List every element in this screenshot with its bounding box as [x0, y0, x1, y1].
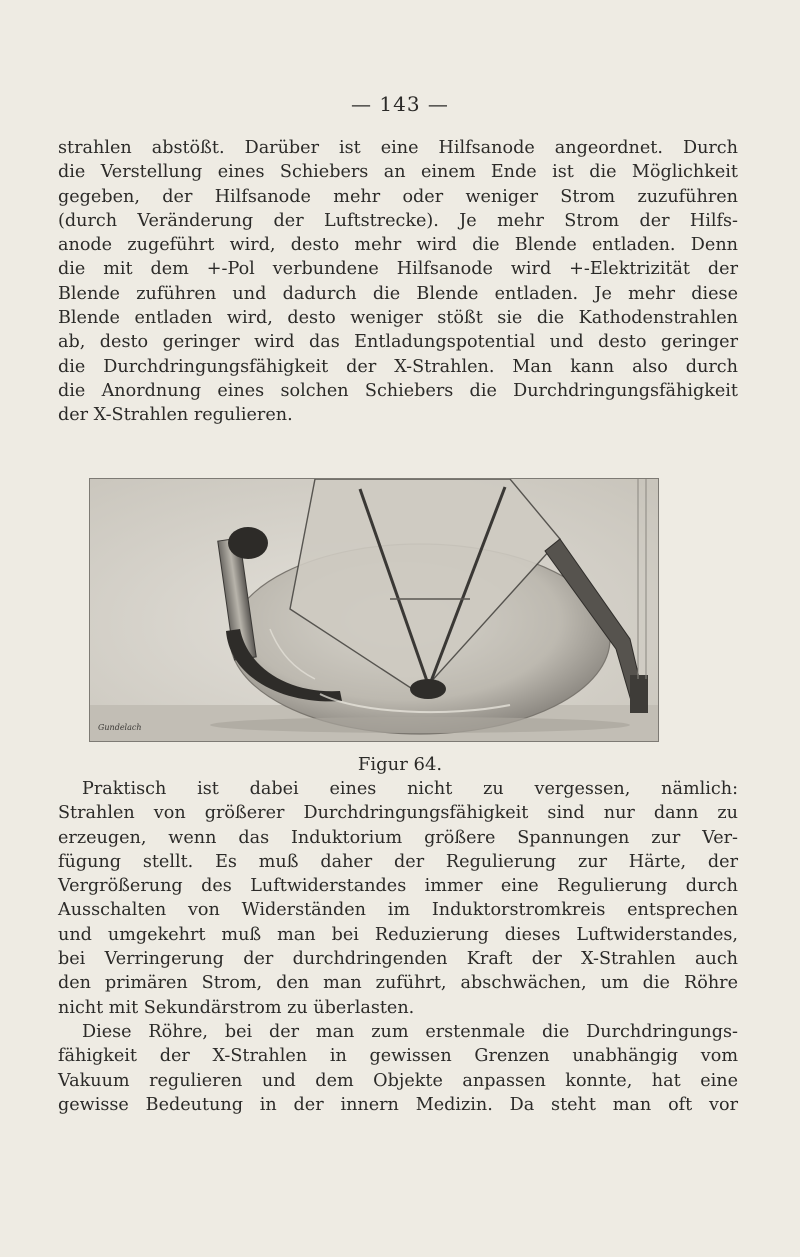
- text-line: fähigkeit der X-Strahlen in gewissen Grenzen unabhängig vom: [58, 1046, 738, 1067]
- x-ray-tube-illustration: [90, 479, 658, 741]
- text-line: (durch Veränderung der Luftstrecke). Je mehr Strom der Hilfs-: [58, 210, 738, 231]
- text-line: gegeben, der Hilfsanode mehr oder weniger Strom zuzuführen: [58, 186, 738, 207]
- text-line: fügung stellt. Es muß daher der Regulierung zur Härte, der: [58, 851, 738, 872]
- text-line: anode zugeführt wird, desto mehr wird die Blende entladen. Denn: [58, 235, 738, 256]
- text-line: Praktisch ist dabei eines nicht zu vergessen, nämlich:: [82, 779, 738, 799]
- cathode-hub: [410, 679, 446, 699]
- text-line: erzeugen, wenn das Induktorium größere Spannungen zur Ver-: [58, 827, 738, 848]
- base-shadow: [210, 717, 630, 733]
- paragraph-1: [58, 136, 738, 428]
- text-line: nicht mit Sekundärstrom zu überlasten.: [58, 997, 415, 1018]
- left-cap: [228, 527, 268, 559]
- right-terminal: [630, 675, 648, 713]
- text-line: Blende zuführen und dadurch die Blende entladen. Je mehr diese: [58, 283, 738, 304]
- text-line: Diese Röhre, bei der man zum erstenmale die Durchdringungs-: [82, 1021, 738, 1042]
- text-line: die mit dem +-Pol verbundene Hilfsanode wird +-Elektrizität der: [58, 259, 738, 280]
- text-line: Blende entladen wird, desto weniger stößt sie die Kathodenstrahlen: [58, 308, 738, 329]
- text-line: und umgekehrt muß man bei Reduzierung dieses Luftwiderstandes,: [58, 924, 738, 945]
- text-line: Strahlen von größerer Durchdringungsfähigkeit sind nur dann zu: [58, 803, 738, 824]
- figure-photograph: [89, 478, 659, 742]
- figure-caption: Figur 64.: [357, 754, 443, 775]
- text-line: bei Verringerung der durchdringenden Kraft der X-Strahlen auch: [58, 949, 738, 970]
- text-line: Vergrößerung des Luftwiderstandes immer eine Regulierung durch: [58, 876, 738, 897]
- text-line: Vakuum regulieren und dem Objekte anpassen konnte, hat eine: [58, 1070, 738, 1091]
- text-line: der X-Strahlen regulieren.: [58, 405, 293, 426]
- text-line: die Verstellung eines Schiebers an einem Ende ist die Möglichkeit: [58, 162, 738, 183]
- text-line: ab, desto geringer wird das Entladungspotential und desto geringer: [58, 332, 738, 353]
- text-line: Ausschalten von Widerständen im Induktorstromkreis entsprechen: [58, 900, 738, 921]
- text-line: gewisse Bedeutung in der innern Medizin. Da steht man oft vor: [58, 1094, 738, 1115]
- paragraph-2: [58, 777, 738, 1117]
- page-number: — 143 —: [351, 92, 449, 116]
- photo-inscription: Gundelach: [98, 723, 142, 732]
- text-line: die Anordnung eines solchen Schiebers die Durchdringungsfähigkeit: [58, 380, 738, 401]
- text-line: den primären Strom, den man zuführt, abschwächen, um die Röhre: [58, 973, 738, 994]
- text-line: die Durchdringungsfähigkeit der X-Strahlen. Man kann also durch: [58, 356, 738, 377]
- text-line: strahlen abstößt. Darüber ist eine Hilfsanode angeordnet. Durch: [58, 138, 738, 158]
